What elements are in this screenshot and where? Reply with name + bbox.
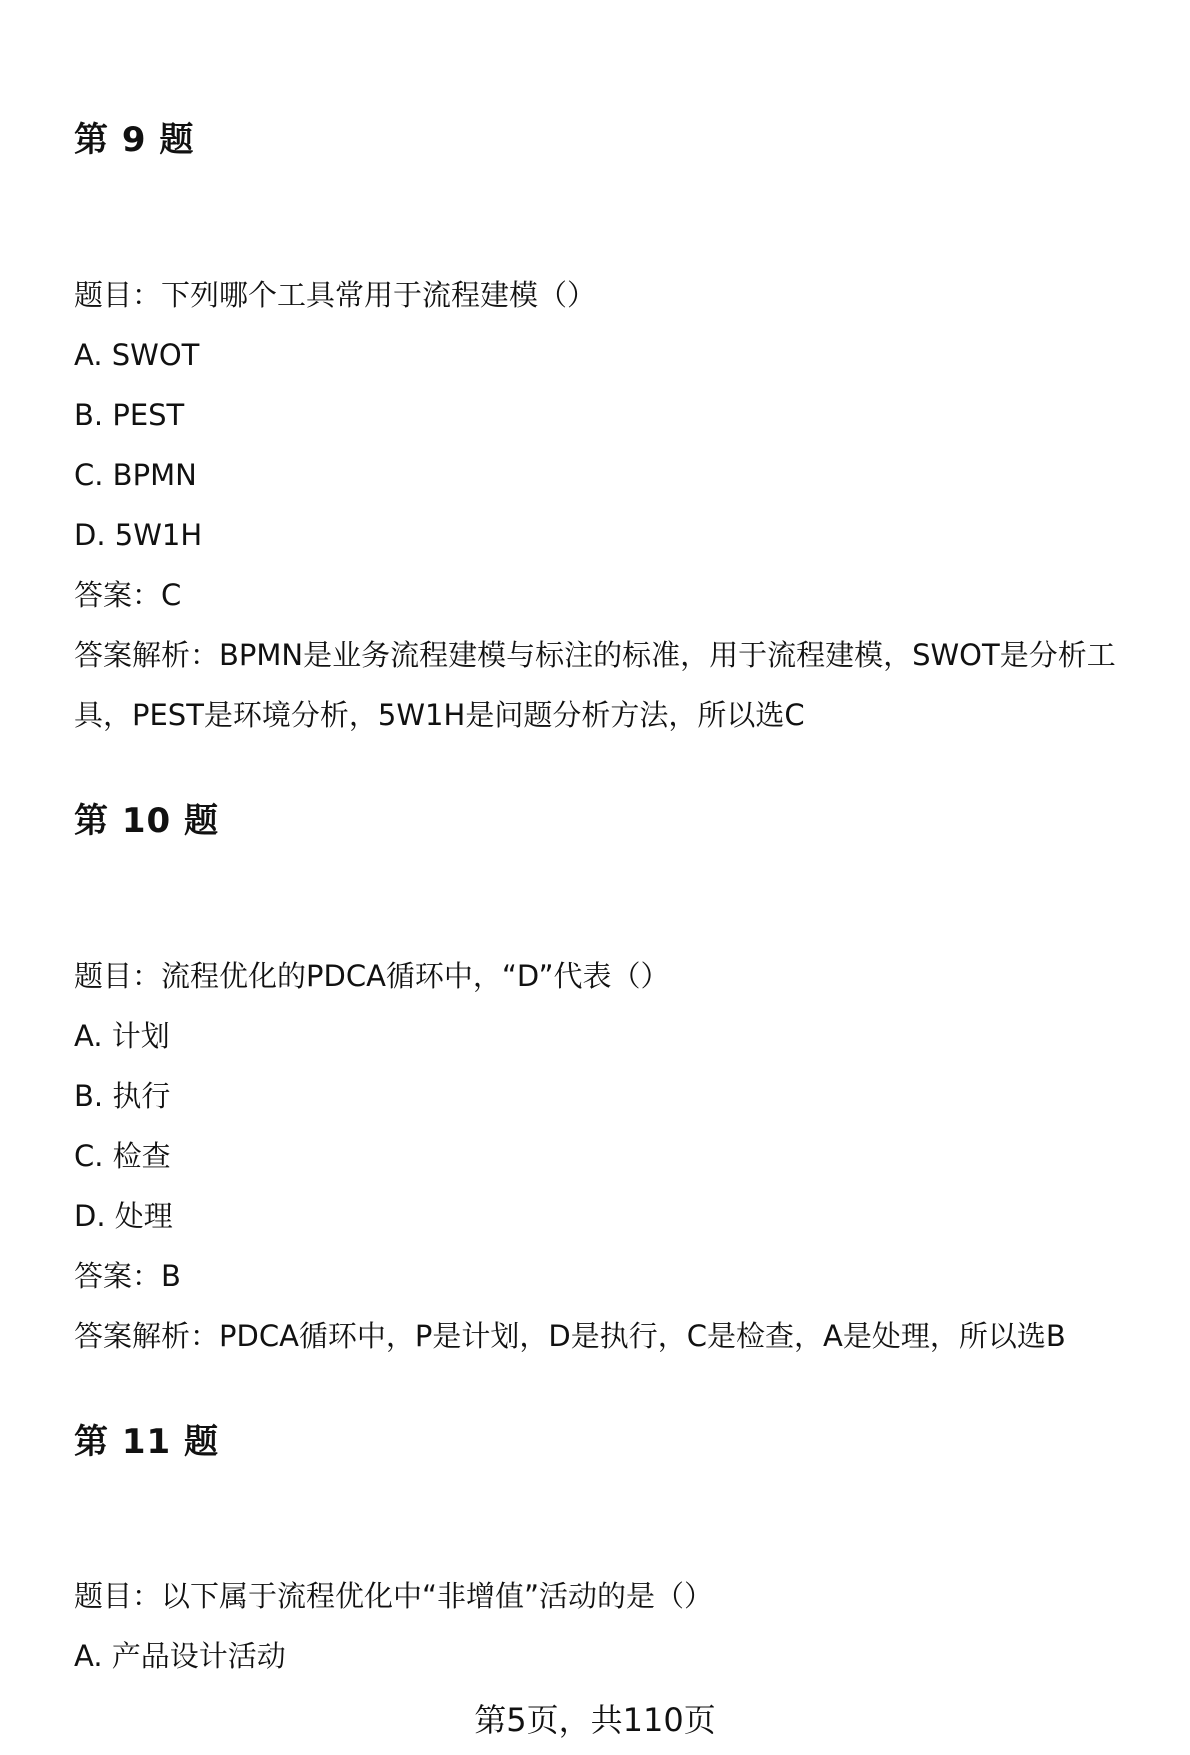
page-number-footer: 第5页，共110页 [474,1701,716,1739]
question-9-stem: 题目：下列哪个工具常用于流程建模（） [74,278,597,312]
question-10-analysis: 答案解析：PDCA循环中，P是计划，D是执行，C是检查，A是处理，所以选B [74,1319,1066,1353]
question-11-stem: 题目：以下属于流程优化中“非增值”活动的是（） [74,1579,714,1613]
question-9-option-b: B. PEST [74,398,185,432]
question-10-heading: 第 10 题 [74,801,219,841]
question-10-stem: 题目：流程优化的PDCA循环中，“D”代表（） [74,959,670,993]
question-10-option-a: A. 计划 [74,1019,170,1053]
question-11-heading: 第 11 题 [74,1422,219,1462]
question-10-option-b: B. 执行 [74,1079,171,1113]
question-9-analysis: 答案解析：BPMN是业务流程建模与标注的标准，用于流程建模，SWOT是分析工具，PEST是环境分析，5W1H是问题分析方法，所以选C [74,638,1116,732]
question-9-heading: 第 9 题 [74,120,195,160]
question-10-answer: 答案：B [74,1259,181,1293]
question-9-option-c: C. BPMN [74,458,197,492]
question-9-answer: 答案：C [74,578,182,612]
question-10-option-d: D. 处理 [74,1199,173,1233]
question-11-option-a: A. 产品设计活动 [74,1639,286,1673]
question-9-option-d: D. 5W1H [74,518,203,552]
question-9-option-a: A. SWOT [74,338,200,372]
question-10-option-c: C. 检查 [74,1139,171,1173]
